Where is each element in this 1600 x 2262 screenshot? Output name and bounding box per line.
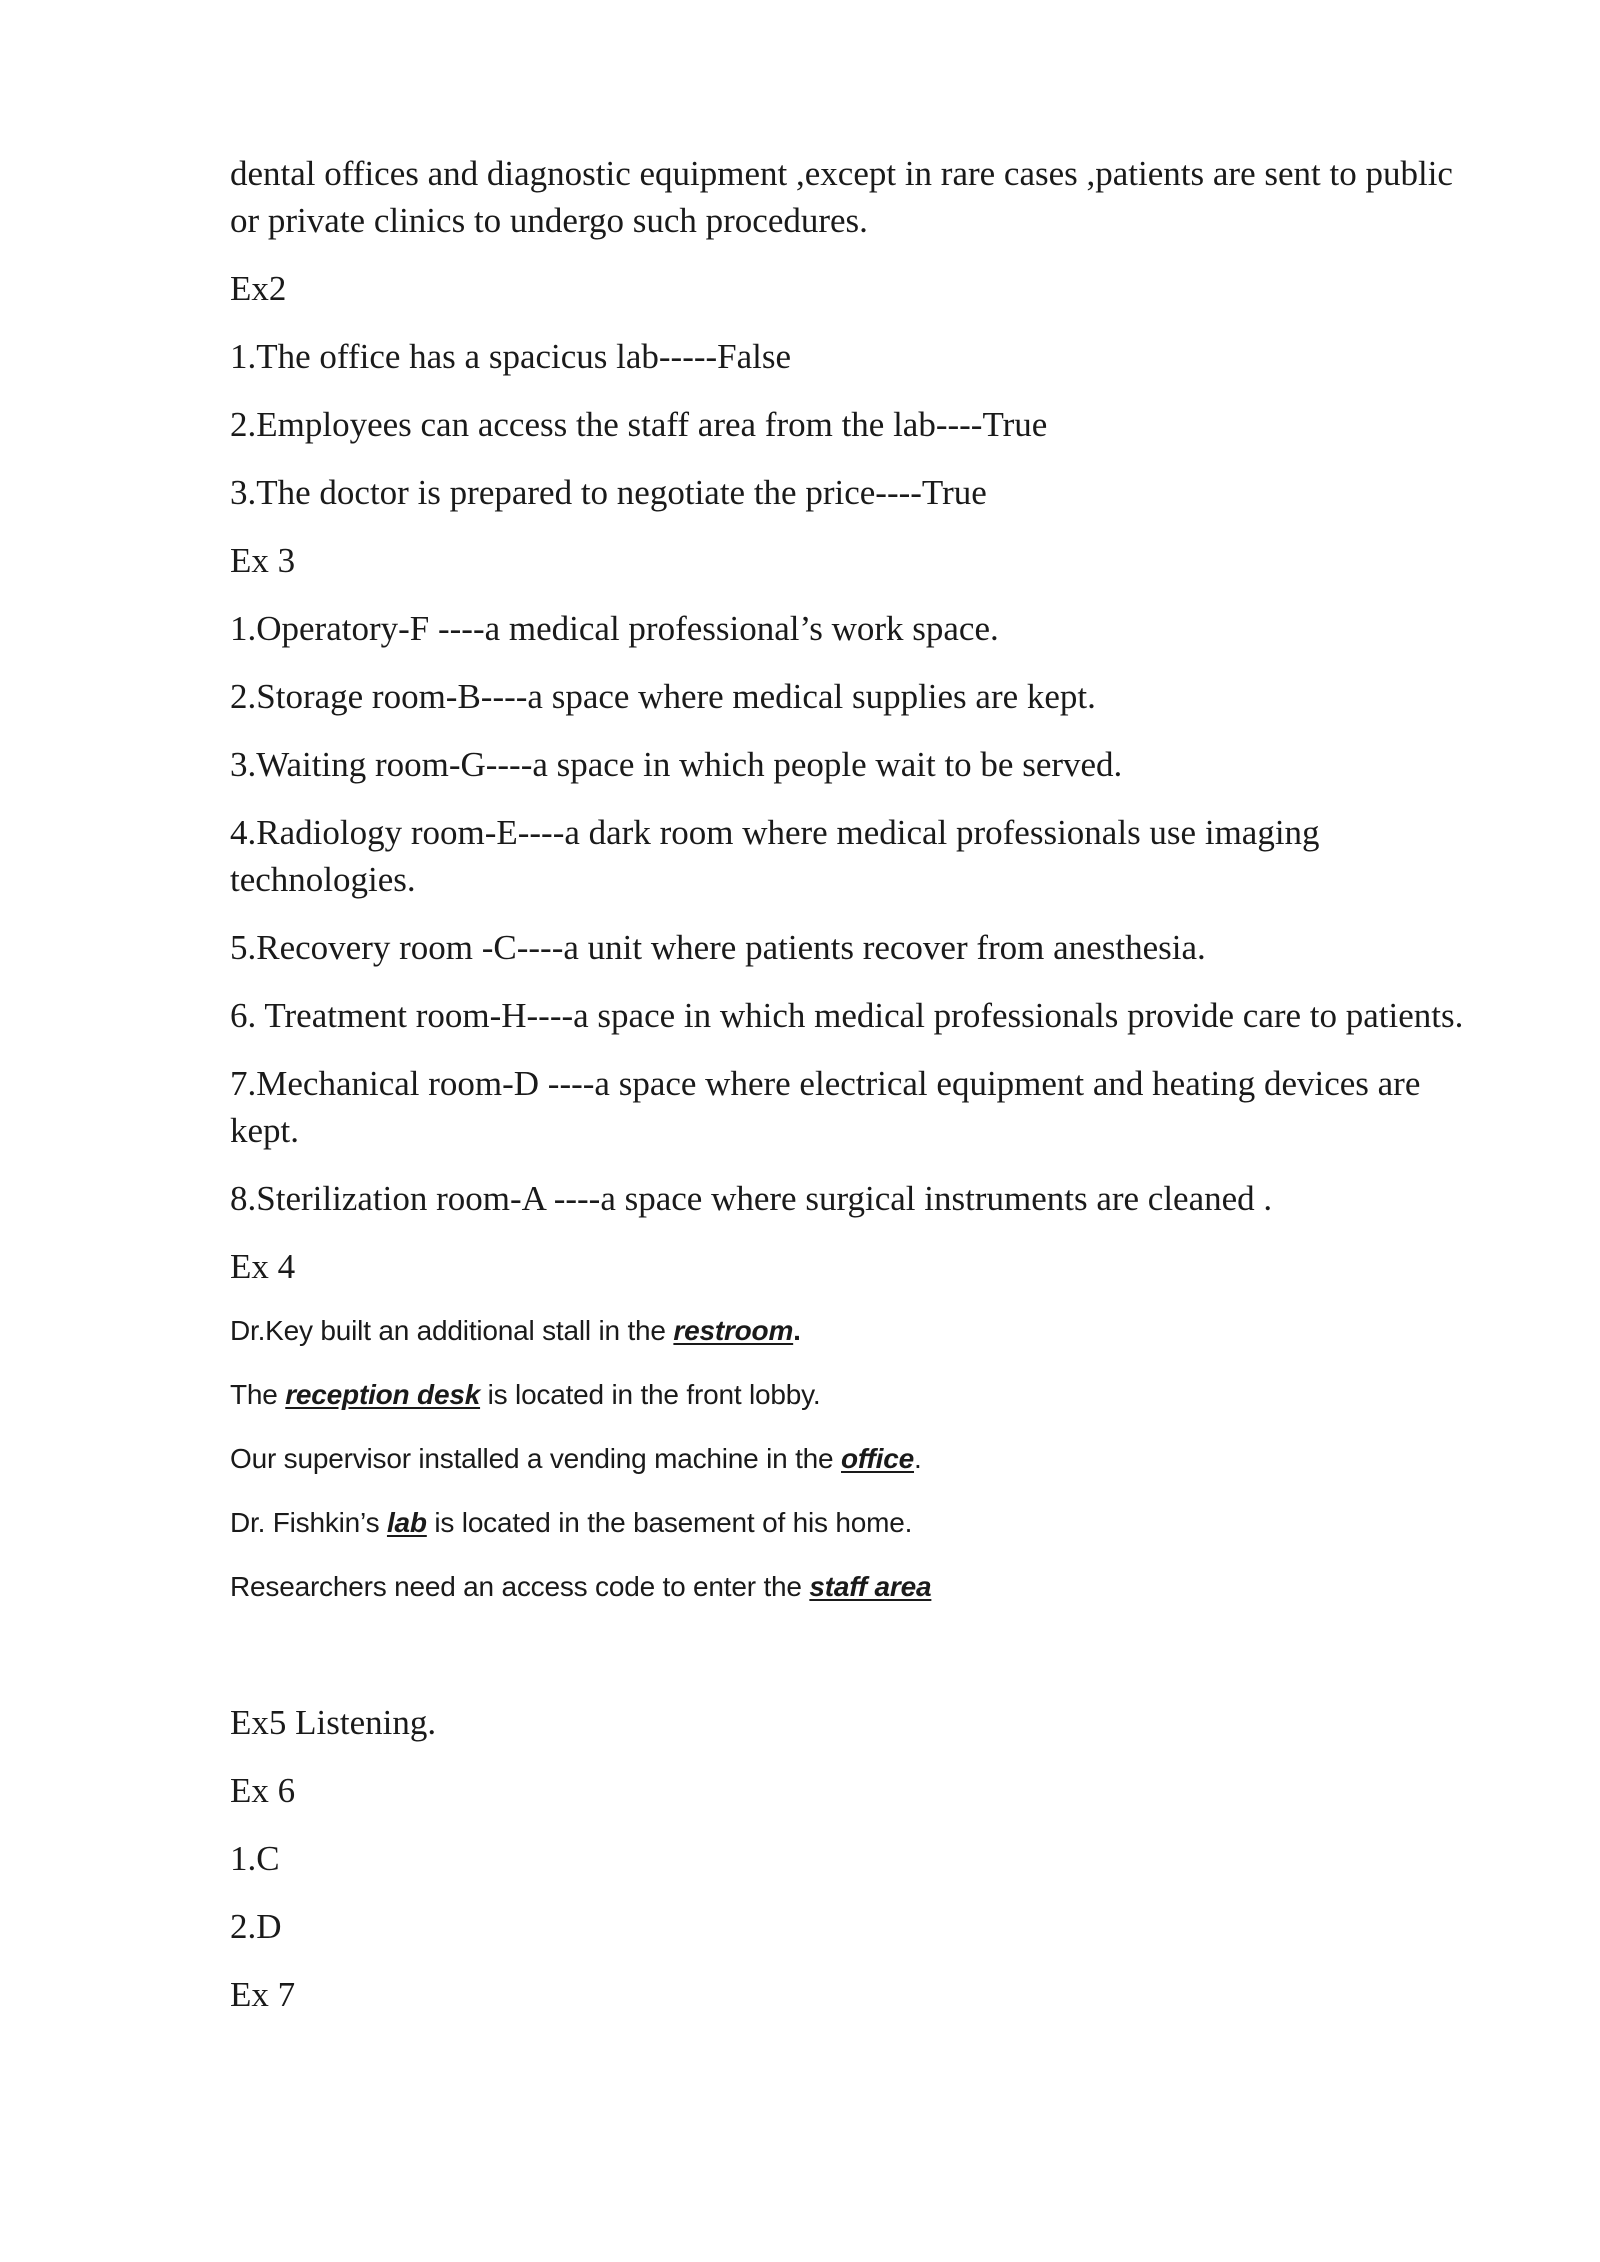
ex3-item: 5.Recovery room -C----a unit where patients recover from anesthesia. — [230, 928, 1206, 967]
sentence-text: is located in the basement of his home. — [426, 1507, 913, 1538]
sentence-text: . — [793, 1315, 801, 1346]
ex4-sentence — [230, 1567, 1480, 1607]
sentence-text: Our supervisor installed a vending machine in the — [230, 1443, 842, 1474]
intro-paragraph: dental offices and diagnostic equipment ,except in rare cases ,patients are sent to public or private clinics to undergo such procedures. — [230, 154, 1453, 240]
ex3-item: 7.Mechanical room-D ----a space where electrical equipment and heating devices are kept. — [230, 1064, 1421, 1150]
ex6-item: 2.D — [230, 1907, 282, 1946]
sentence-text: . — [914, 1443, 922, 1474]
ex3-heading: Ex 3 — [230, 541, 296, 580]
answer-keyword: reception desk — [285, 1379, 481, 1410]
answer-keyword: restroom — [673, 1315, 794, 1346]
answer-keyword: lab — [386, 1507, 427, 1538]
ex3-item: 6. Treatment room-H----a space in which medical professionals provide care to patients. — [230, 996, 1464, 1035]
ex3-item: 3.Waiting room-G----a space in which people wait to be served. — [230, 745, 1123, 784]
ex2-item: 1.The office has a spacicus lab-----False — [230, 337, 792, 376]
answer-keyword: office — [841, 1443, 914, 1474]
ex3-item: 2.Storage room-B----a space where medical supplies are kept. — [230, 677, 1096, 716]
ex4-sentence — [230, 1375, 1480, 1415]
ex6-item: 1.C — [230, 1839, 280, 1878]
ex2-heading: Ex2 — [230, 269, 287, 308]
ex4-heading: Ex 4 — [230, 1247, 296, 1286]
ex4-sentence — [230, 1439, 1480, 1479]
blank-spacer — [230, 1631, 1480, 1699]
ex4-sentence — [230, 1311, 1480, 1351]
ex3-item: 8.Sterilization room-A ----a space where surgical instruments are cleaned . — [230, 1179, 1273, 1218]
ex3-item: 4.Radiology room-E----a dark room where medical professionals use imaging technologies. — [230, 813, 1320, 899]
sentence-text: is located in the front lobby. — [480, 1379, 821, 1410]
sentence-text: The — [230, 1379, 286, 1410]
ex4-sentence — [230, 1503, 1480, 1543]
ex7-heading: Ex 7 — [230, 1975, 296, 2014]
document-page — [230, 150, 1480, 2039]
ex2-item: 2.Employees can access the staff area from the lab----True — [230, 405, 1048, 444]
sentence-text: Researchers need an access code to enter the — [230, 1571, 810, 1602]
sentence-text: Dr.Key built an additional stall in the — [230, 1315, 674, 1346]
ex3-item: 1.Operatory-F ----a medical professional’s work space. — [230, 609, 999, 648]
sentence-text: Dr. Fishkin’s — [230, 1507, 387, 1538]
ex5-heading: Ex5 Listening. — [230, 1703, 437, 1742]
answer-keyword: staff area — [809, 1571, 932, 1602]
ex2-item: 3.The doctor is prepared to negotiate the price----True — [230, 473, 987, 512]
ex6-heading: Ex 6 — [230, 1771, 296, 1810]
